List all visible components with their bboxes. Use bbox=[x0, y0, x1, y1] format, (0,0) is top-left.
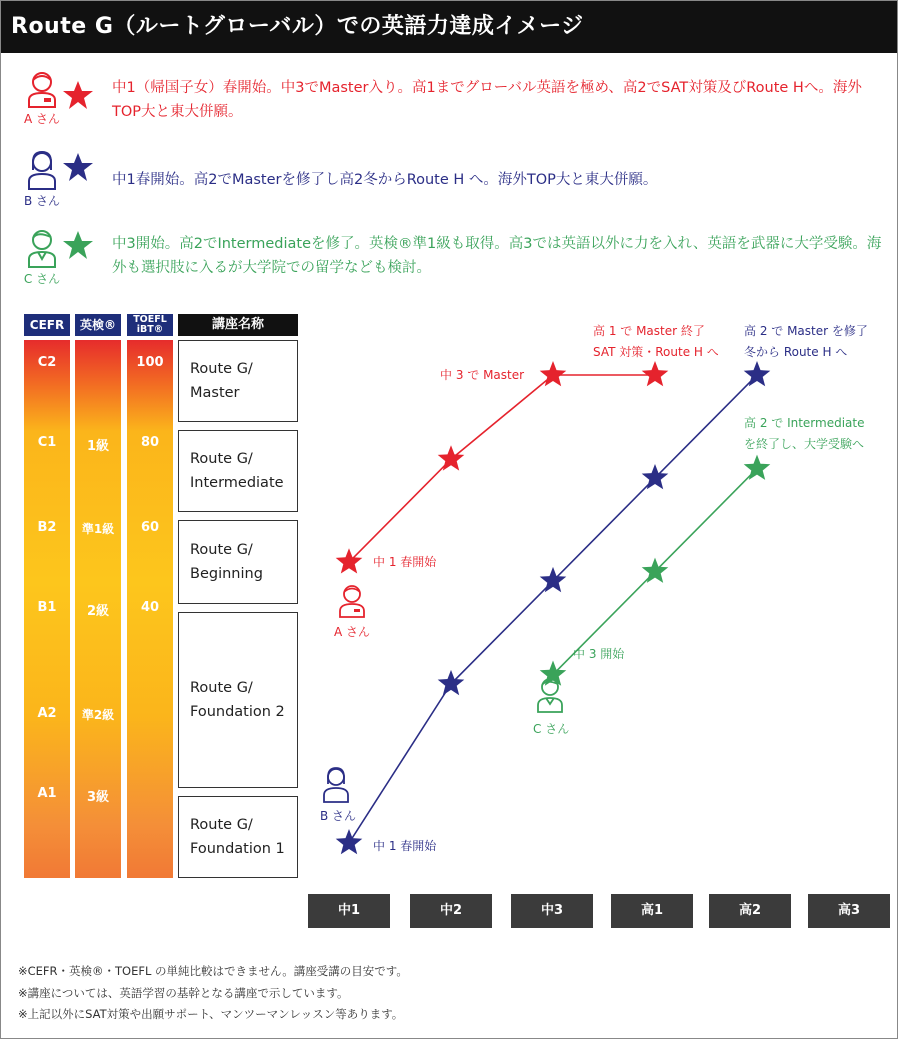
annotation-b-start: 中 1 春開始 bbox=[373, 839, 437, 853]
series-line-1 bbox=[349, 375, 757, 843]
cefr-header: CEFR bbox=[24, 314, 70, 336]
annotation-a-end-1: 高 1 で Master 終了 bbox=[593, 324, 705, 338]
student-a-avatar bbox=[18, 70, 66, 127]
star-c-icon bbox=[62, 230, 94, 260]
course-line1: Route G/ bbox=[190, 817, 253, 833]
annotation-a-end-2: SAT 対策・Route H へ bbox=[593, 345, 719, 359]
cefr-level: A1 bbox=[37, 786, 57, 801]
cefr-level: A2 bbox=[37, 706, 57, 721]
toefl-header-line1: TOEFL bbox=[133, 314, 167, 325]
footnote: ※CEFR・英検®・TOEFL の単純比較はできません。講座受講の目安です。 bbox=[18, 964, 408, 978]
course-line1: Route G/ bbox=[190, 680, 253, 696]
annotation-a-master: 中 3 で Master bbox=[440, 368, 525, 382]
student-b-avatar bbox=[18, 150, 66, 209]
person-a-icon bbox=[27, 70, 57, 108]
cefr-level: C2 bbox=[37, 355, 57, 370]
student-b-name: B さん bbox=[23, 194, 61, 208]
person-b-icon bbox=[27, 150, 57, 190]
annotation-c-end-2: を終了し、大学受験へ bbox=[744, 437, 865, 451]
course-line2: Master bbox=[190, 385, 240, 401]
annotation-c-start: 中 3 開始 bbox=[573, 647, 625, 661]
course-header: 講座名称 bbox=[178, 314, 298, 336]
annotation-a-start: 中 1 春開始 bbox=[373, 555, 437, 569]
course-line2: Foundation 1 bbox=[190, 841, 285, 857]
star-a-icon bbox=[62, 80, 94, 110]
year-label-hs1: 高1 bbox=[611, 894, 693, 928]
person-c-icon bbox=[27, 228, 57, 268]
chart-a-name: A さん bbox=[334, 625, 371, 639]
series-point-star-icon bbox=[642, 361, 669, 386]
eiken-level: 2級 bbox=[86, 604, 110, 619]
annotation-c-end-1: 高 2 で Intermediate bbox=[744, 416, 865, 430]
year-label-jh3: 中3 bbox=[511, 894, 593, 928]
cefr-level: B1 bbox=[37, 600, 57, 615]
eiken-level: 1級 bbox=[86, 439, 110, 454]
year-label-hs2: 高2 bbox=[709, 894, 791, 928]
toefl-level: 100 bbox=[136, 355, 164, 370]
series-point-star-icon bbox=[438, 445, 465, 470]
course-line2: Intermediate bbox=[190, 475, 284, 491]
course-line1: Route G/ bbox=[190, 451, 253, 467]
toefl-level: 60 bbox=[140, 520, 160, 535]
cefr-level: B2 bbox=[37, 520, 57, 535]
series-point-star-icon bbox=[336, 829, 363, 854]
chart-person-b-icon bbox=[324, 768, 348, 802]
series-line-0 bbox=[349, 375, 655, 562]
course-line1: Route G/ bbox=[190, 542, 253, 558]
student-c-avatar bbox=[18, 228, 66, 287]
footnote: ※講座については、英語学習の基幹となる講座で示しています。 bbox=[18, 986, 349, 1000]
eiken-header: 英検® bbox=[75, 314, 121, 336]
progress-chart bbox=[0, 300, 900, 890]
student-c-description: 中3開始。高2でIntermediateを修了。英検®準1級も取得。高3では英語以外に力を入れ、英語を武器に大学受験。海外も選択肢に入るが大学院での留学なども検討。 bbox=[112, 236, 882, 276]
student-a-description: 中1（帰国子女）春開始。中3でMaster入り。高1までグローバル英語を極め、高2でSAT対策及びRoute Hへ。海外TOP大と東大併願。 bbox=[112, 80, 862, 120]
eiken-level: 準2級 bbox=[81, 708, 115, 722]
year-label-jh2: 中2 bbox=[410, 894, 492, 928]
annotation-b-end-2: 冬から Route H へ bbox=[744, 345, 848, 359]
cefr-level: C1 bbox=[37, 435, 57, 450]
year-label-hs3: 高3 bbox=[808, 894, 890, 928]
course-line2: Foundation 2 bbox=[190, 704, 285, 720]
course-line2: Beginning bbox=[190, 566, 263, 582]
chart-b-name: B さん bbox=[320, 809, 357, 823]
toefl-header-line2: iBT® bbox=[136, 324, 164, 335]
series-point-star-icon bbox=[744, 361, 771, 386]
year-label-jh1: 中1 bbox=[308, 894, 390, 928]
page-title: Route G（ルートグローバル）での英語力達成イメージ bbox=[1, 1, 897, 53]
series-point-star-icon bbox=[744, 455, 771, 480]
student-a-name: A さん bbox=[23, 112, 61, 126]
annotation-b-end-1: 高 2 で Master を修了 bbox=[744, 324, 868, 338]
star-b-icon bbox=[62, 152, 94, 182]
eiken-level: 準1級 bbox=[81, 522, 115, 536]
eiken-level: 3級 bbox=[86, 790, 110, 805]
chart-person-a-icon bbox=[340, 586, 364, 617]
student-b-description: 中1春開始。高2でMasterを修了し高2冬からRoute H へ。海外TOP大と東大併願。 bbox=[112, 172, 658, 188]
student-c-name: C さん bbox=[23, 272, 61, 286]
chart-c-name: C さん bbox=[533, 722, 570, 736]
footnote: ※上記以外にSAT対策や出願サポート、マンツーマンレッスン等あります。 bbox=[18, 1007, 404, 1021]
toefl-level: 40 bbox=[140, 600, 160, 615]
toefl-level: 80 bbox=[140, 435, 160, 450]
course-line1: Route G/ bbox=[190, 361, 253, 377]
